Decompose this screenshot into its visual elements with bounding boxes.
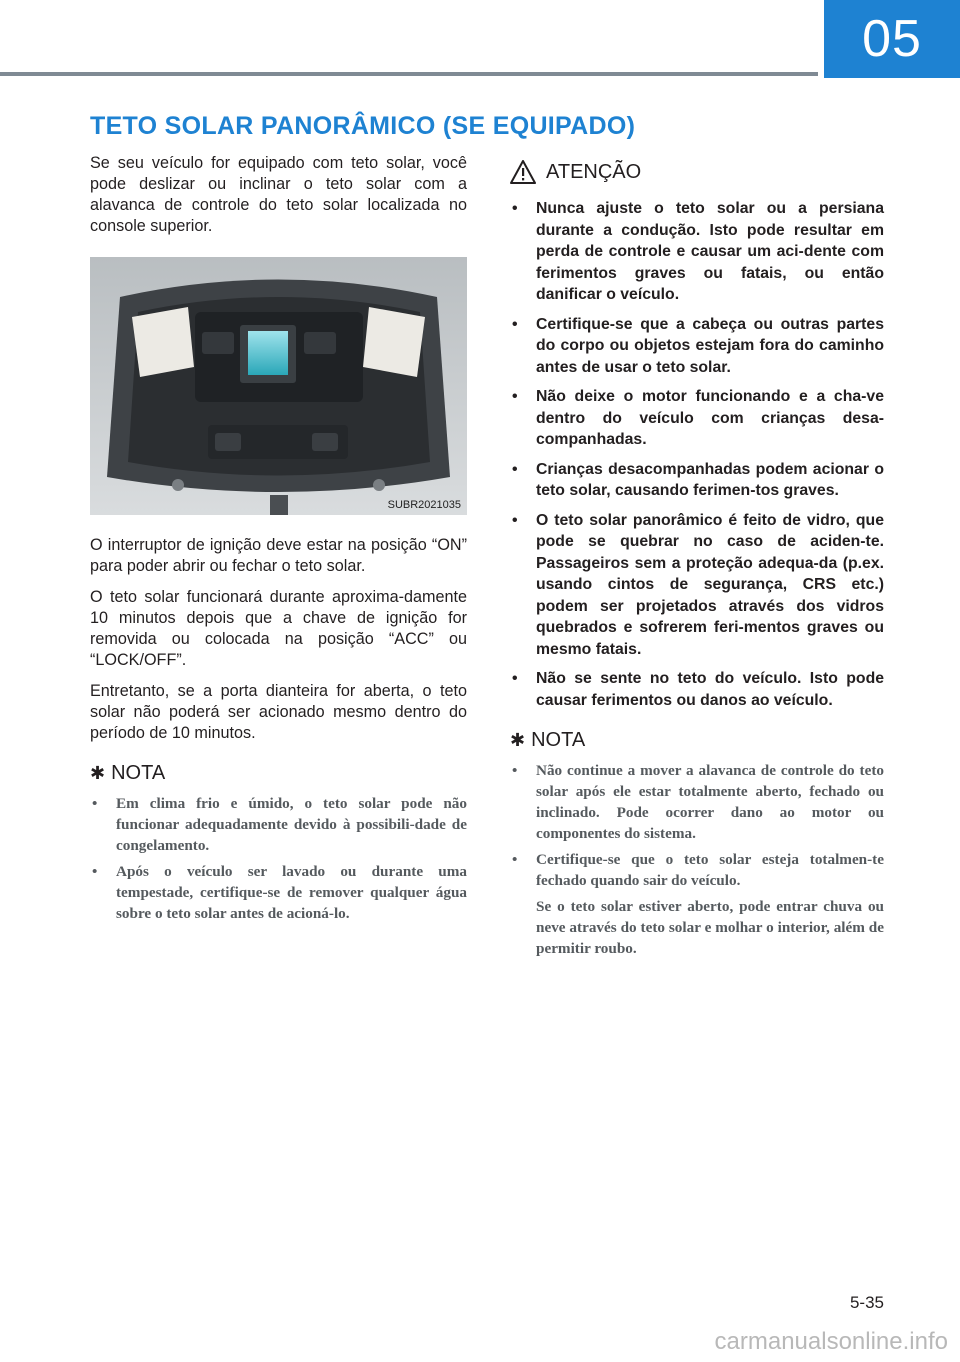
left-column xyxy=(90,153,467,929)
bullet: • xyxy=(512,200,518,217)
page-number: 5-35 xyxy=(849,1293,884,1312)
timer-paragraph: O teto solar funcionará durante aproxima-damente 10 minutos depois que a chave de ignição for removida ou colocada na posição “ACC” ou “LOCK/OFF”. xyxy=(90,588,467,669)
overhead-console-photo xyxy=(90,257,467,515)
nota-item xyxy=(90,793,467,856)
watermark: carmanualsonline.info xyxy=(714,1328,948,1355)
nota-item xyxy=(510,760,884,844)
bullet: • xyxy=(92,863,98,880)
bullet: • xyxy=(512,670,518,687)
warning-item-text: Crianças desacompanhadas podem acionar o teto solar, causando ferimen-tos graves. xyxy=(536,460,884,499)
nota-list xyxy=(90,793,467,924)
nota-extra-text: Se o teto solar estiver aberto, pode entrar chuva ou neve através do teto solar e molhar o interior, além de permitir roubo. xyxy=(536,898,884,957)
warning-item-text: Nunca ajuste o teto solar ou a persiana durante a condução. Isto pode resultar em perda de controle e causar um aci-dente com ferimentos graves ou fatais, ou então danificar o veículo. xyxy=(536,200,884,303)
warning-item xyxy=(510,314,884,379)
warning-item xyxy=(510,386,884,451)
warning-item-text: Certifique-se que a cabeça ou outras partes do corpo ou objetos estejam fora do caminho antes de usar o teto solar. xyxy=(536,315,884,376)
door-paragraph: Entretanto, se a porta dianteira for aberta, o teto solar não poderá ser acionado mesmo dentro do período de 10 minutos. xyxy=(90,682,467,742)
warning-item-text: Não deixe o motor funcionando e a cha-ve dentro do veículo com crianças desa-companhadas. xyxy=(536,388,884,448)
nota-item xyxy=(90,861,467,924)
note-star-icon: ✱ xyxy=(510,730,526,750)
bullet: • xyxy=(512,388,518,405)
bullet: • xyxy=(512,511,518,529)
bullet: • xyxy=(512,460,518,478)
overhead-console-illustration xyxy=(90,257,467,515)
warning-item-text: O teto solar panorâmico é feito de vidro, que pode se quebrar no caso de aciden-te. Passageiros sem a proteção adequa-da (p.ex. usando cintos de segurança, CRS etc.) podem ser projetados através dos vidros quebrados e sofrerem feri-mentos graves ou mesmo fatais. xyxy=(536,511,884,658)
nota-title: NOTA xyxy=(111,762,166,784)
warning-title: ATENÇÃO xyxy=(546,160,642,183)
nota-item-text: Após o veículo ser lavado ou durante uma tempestade, certifique-se de remover qualquer água sobre o teto solar antes de acioná-lo. xyxy=(116,863,467,922)
warning-item-text: Não se sente no teto do veículo. Isto pode causar ferimentos ou danos ao veículo. xyxy=(536,670,884,709)
intro-paragraph: Se seu veículo for equipado com teto solar, você pode deslizar ou inclinar o teto solar com a alavanca de controle do teto solar localizada no console superior. xyxy=(90,154,467,235)
bullet: • xyxy=(92,795,98,812)
bullet: • xyxy=(512,315,518,333)
nota-item-text: Em clima frio e úmido, o teto solar pode não funcionar adequadamente devido à possibili-dade de congelamento. xyxy=(116,795,467,854)
note-star-icon: ✱ xyxy=(90,763,106,783)
nota-item xyxy=(510,849,884,959)
bullet: • xyxy=(512,851,518,868)
warning-item xyxy=(510,668,884,711)
nota-item-text: Certifique-se que o teto solar esteja totalmen-te fechado quando sair do veículo. xyxy=(536,851,884,889)
warning-triangle-icon xyxy=(510,160,536,184)
nota-title: NOTA xyxy=(531,729,586,751)
nota-item-text: Não continue a mover a alavanca de controle do teto solar após ele estar totalmente aberto, fechado ou inclinado. Pode ocorrer dano ao motor ou componentes do sistema. xyxy=(536,762,884,842)
warning-item xyxy=(510,510,884,661)
header-rule xyxy=(0,72,818,76)
warning-item xyxy=(510,198,884,306)
warning-list xyxy=(510,198,884,711)
nota-heading xyxy=(510,729,884,752)
ignition-paragraph: O interruptor de ignição deve estar na posição “ON” para poder abrir ou fechar o teto solar. xyxy=(90,536,467,575)
chapter-tab: 05 xyxy=(824,0,960,78)
nota-heading xyxy=(90,762,467,785)
bullet: • xyxy=(512,762,518,779)
section-title: TETO SOLAR PANORÂMICO (SE EQUIPADO) xyxy=(90,112,636,140)
image-code: SUBR2021035 xyxy=(387,499,461,511)
right-column xyxy=(510,160,884,964)
nota-list xyxy=(510,760,884,959)
warning-item xyxy=(510,459,884,502)
warning-heading xyxy=(510,160,884,184)
